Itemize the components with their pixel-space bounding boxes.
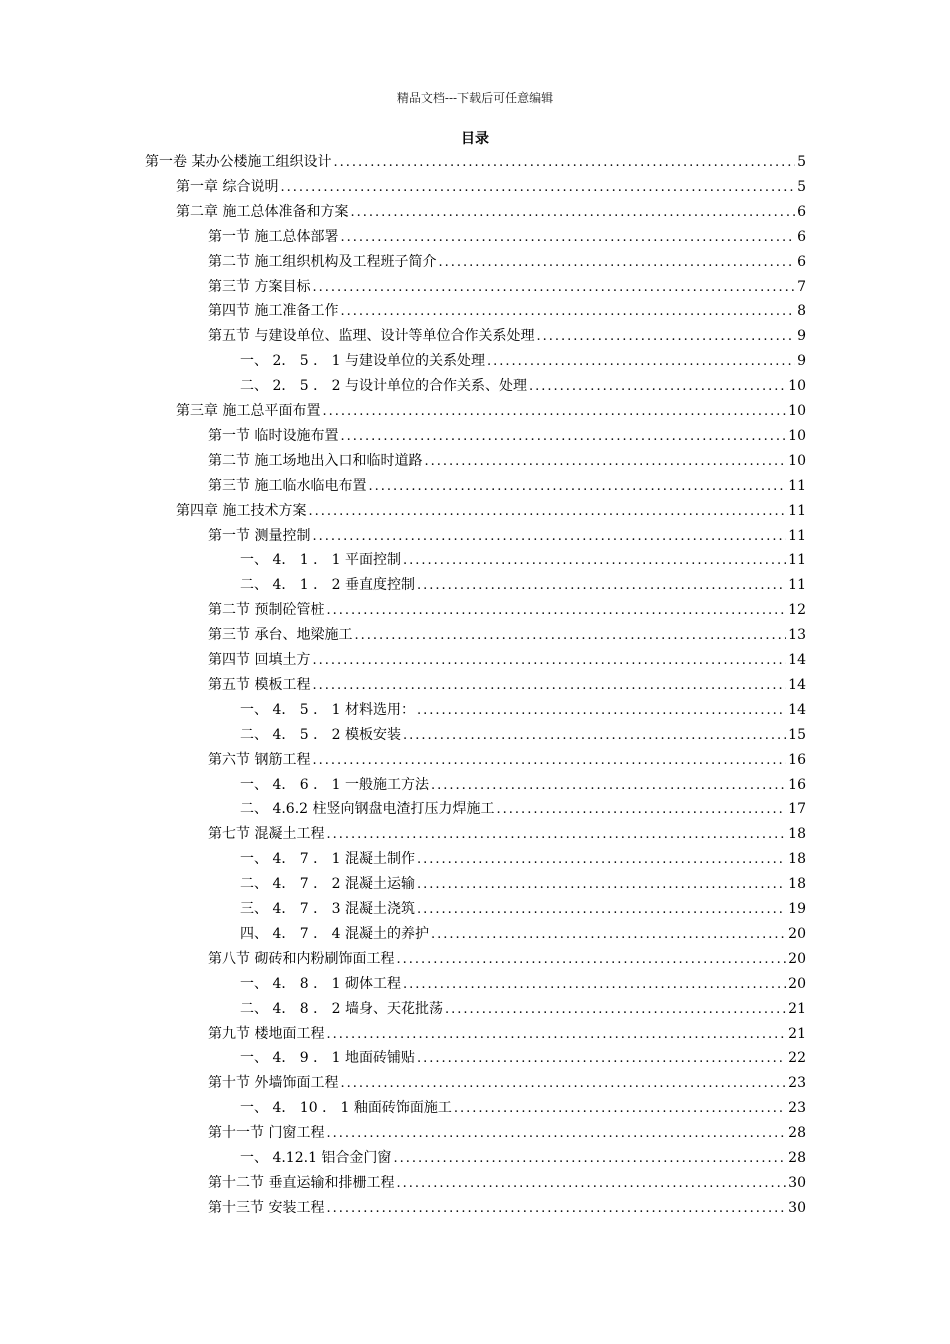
toc-entry-label: 第二节 施工组织机构及工程班子简介 xyxy=(208,253,437,270)
dot-leader xyxy=(396,1172,786,1196)
dot-leader xyxy=(431,774,786,798)
toc-entry-page-number: 10 xyxy=(788,403,806,419)
toc-entry-page-number: 20 xyxy=(788,975,806,992)
toc-entry-page-number: 10 xyxy=(788,378,806,395)
toc-entry-page-number: 18 xyxy=(788,876,806,893)
toc-entry-page-number: 14 xyxy=(788,652,806,668)
toc-entry-label: 第十三节 安装工程 xyxy=(208,1199,325,1216)
toc-entry-page-number: 11 xyxy=(788,527,806,544)
toc-entry[interactable] xyxy=(208,324,806,348)
dot-leader xyxy=(326,599,786,623)
dot-leader xyxy=(424,450,786,474)
dot-leader xyxy=(333,151,795,175)
toc-entry-page-number: 14 xyxy=(788,676,806,693)
dot-leader xyxy=(438,251,795,275)
toc-entry[interactable] xyxy=(240,548,806,572)
toc-entry-page-number: 6 xyxy=(797,203,806,220)
toc-entry[interactable] xyxy=(240,997,806,1021)
toc-entry-label: 第三节 承台、地梁施工 xyxy=(208,627,353,644)
toc-entry-label: 第五节 模板工程 xyxy=(208,676,311,693)
toc-entry-label: 一、 4.12.1 铝合金门窗 xyxy=(240,1150,392,1166)
toc-entry[interactable] xyxy=(208,524,806,548)
dot-leader xyxy=(354,624,786,648)
toc-entry[interactable] xyxy=(208,250,806,274)
toc-entry-page-number: 7 xyxy=(797,278,806,295)
toc-entry-label: 第七节 混凝土工程 xyxy=(208,826,325,843)
toc-entry-label: 第一节 测量控制 xyxy=(208,527,311,544)
toc-entry[interactable] xyxy=(208,947,806,971)
toc-entry[interactable] xyxy=(240,872,806,896)
toc-entry-page-number: 9 xyxy=(797,353,806,370)
dot-leader xyxy=(487,350,795,374)
toc-entry-page-number: 18 xyxy=(788,851,806,868)
toc-entry[interactable] xyxy=(208,275,806,299)
dot-leader xyxy=(403,973,786,997)
toc-entry[interactable] xyxy=(208,1022,806,1046)
toc-entry-label: 第六节 钢筋工程 xyxy=(208,751,311,768)
dot-leader xyxy=(312,674,786,698)
toc-entry[interactable] xyxy=(240,698,806,722)
toc-entry-page-number: 23 xyxy=(788,1100,806,1117)
dot-leader xyxy=(417,574,786,598)
toc-entry[interactable] xyxy=(240,797,806,821)
toc-entry-label: 一、 4． 1 ． 1 平面控制 xyxy=(240,552,401,569)
toc-entry-page-number: 30 xyxy=(788,1174,806,1191)
toc-entry-page-number: 11 xyxy=(788,577,806,594)
toc-entry[interactable] xyxy=(208,648,806,672)
toc-entry[interactable] xyxy=(208,673,806,697)
toc-entry-label: 四、 4． 7 ． 4 混凝土的养护 xyxy=(240,925,429,942)
dot-leader xyxy=(340,300,795,324)
toc-entry-label: 一、 4． 5 ． 1 材料选用： xyxy=(240,701,415,718)
toc-entry-page-number: 13 xyxy=(788,627,806,644)
toc-entry[interactable] xyxy=(208,623,806,647)
toc-entry[interactable] xyxy=(176,399,806,423)
toc-entry-label: 第十一节 门窗工程 xyxy=(208,1125,325,1142)
toc-entry-label: 第二节 预制砼管桩 xyxy=(208,602,325,619)
toc-entry-label: 三、 4． 7 ． 3 混凝土浇筑 xyxy=(240,901,415,917)
toc-entry[interactable] xyxy=(208,1071,806,1095)
dot-leader xyxy=(536,325,795,349)
toc-entry-page-number: 10 xyxy=(788,452,806,469)
toc-entry-page-number: 28 xyxy=(788,1150,806,1166)
toc-entry[interactable] xyxy=(208,1196,806,1220)
toc-entry-page-number: 5 xyxy=(797,178,806,195)
dot-leader xyxy=(340,425,786,449)
dot-leader xyxy=(417,848,786,872)
dot-leader xyxy=(417,1047,786,1071)
dot-leader xyxy=(403,724,786,748)
toc-entry-page-number: 6 xyxy=(797,253,806,270)
toc-entry-page-number: 20 xyxy=(788,950,806,967)
toc-entry-page-number: 30 xyxy=(788,1199,806,1216)
toc-entry-label: 一、 2． 5 ． 1 与建设单位的关系处理 xyxy=(240,353,485,370)
toc-entry-label: 二、 4． 5 ． 2 模板安装 xyxy=(240,726,401,743)
toc-entry-page-number: 11 xyxy=(788,502,806,519)
toc-entry[interactable] xyxy=(240,723,806,747)
dot-leader xyxy=(326,1122,786,1146)
toc-entry-page-number: 8 xyxy=(797,303,806,320)
toc-entry-page-number: 14 xyxy=(788,701,806,718)
toc-entry[interactable] xyxy=(240,773,806,797)
toc-entry[interactable] xyxy=(240,847,806,871)
toc-entry[interactable] xyxy=(176,175,806,199)
toc-entry-label: 第三节 施工临水临电布置 xyxy=(208,477,367,494)
toc-entry[interactable] xyxy=(240,374,806,398)
toc-entry[interactable] xyxy=(240,1146,806,1170)
toc-entry-page-number: 23 xyxy=(788,1075,806,1092)
toc-entry-label: 第一节 临时设施布置 xyxy=(208,427,339,444)
page-header: 精品文档---下载后可任意编辑 xyxy=(396,91,554,105)
toc-entry[interactable] xyxy=(240,1096,806,1120)
toc-entry-label: 第三节 方案目标 xyxy=(208,278,311,295)
toc-entry-label: 一、 4． 6 ． 1 一般施工方法 xyxy=(240,776,429,793)
dot-leader xyxy=(312,749,786,773)
toc-entry-page-number: 17 xyxy=(788,801,806,818)
toc-entry[interactable] xyxy=(240,972,806,996)
toc-entry[interactable] xyxy=(208,449,806,473)
toc-entry-label: 二、 2． 5 ． 2 与设计单位的合作关系、处理 xyxy=(240,378,527,395)
toc-entry-label: 二、 4.6.2 柱竖向钢盘电渣打压力焊施工 xyxy=(240,801,495,818)
toc-entry[interactable] xyxy=(240,897,806,921)
toc-entry-page-number: 6 xyxy=(797,228,806,245)
toc-entry[interactable] xyxy=(176,200,806,224)
toc-entry-label: 第一卷 某办公楼施工组织设计 xyxy=(145,154,332,170)
toc-entry-page-number: 16 xyxy=(788,776,806,793)
dot-leader xyxy=(280,176,795,200)
dot-leader xyxy=(326,1197,786,1221)
toc-entry-page-number: 22 xyxy=(788,1050,806,1067)
toc-entry-label: 二、 4． 8 ． 2 墙身、天花批荡 xyxy=(240,1000,443,1017)
toc-entry-label: 第五节 与建设单位、监理、设计等单位合作关系处理 xyxy=(208,328,535,345)
toc-entry-page-number: 5 xyxy=(797,154,806,170)
toc-entry-page-number: 18 xyxy=(788,826,806,843)
dot-leader xyxy=(340,226,795,250)
toc-entry-label: 二、 4． 1 ． 2 垂直度控制 xyxy=(240,577,415,594)
toc-entry-label: 第四章 施工技术方案 xyxy=(176,502,307,519)
toc-entry[interactable] xyxy=(208,1121,806,1145)
toc-entry-label: 第二节 施工场地出入口和临时道路 xyxy=(208,452,423,469)
toc-entry[interactable] xyxy=(240,922,806,946)
dot-leader xyxy=(417,873,786,897)
toc-entry-page-number: 16 xyxy=(788,751,806,768)
toc-entry[interactable] xyxy=(176,499,806,523)
toc-entry[interactable] xyxy=(145,150,806,174)
toc-entry[interactable] xyxy=(240,1046,806,1070)
toc-entry-label: 一、 4． 8 ． 1 砌体工程 xyxy=(240,975,401,992)
toc-entry[interactable] xyxy=(208,748,806,772)
dot-leader xyxy=(340,1072,786,1096)
toc-entry-page-number: 21 xyxy=(788,1025,806,1042)
toc-entry[interactable] xyxy=(208,1171,806,1195)
dot-leader xyxy=(393,1147,786,1171)
toc-entry-label: 一、 4． 10 ． 1 釉面砖饰面施工 xyxy=(240,1100,452,1117)
toc-entry-label: 第一章 综合说明 xyxy=(176,178,279,195)
toc-entry[interactable] xyxy=(208,598,806,622)
toc-entry[interactable] xyxy=(208,225,806,249)
dot-leader xyxy=(326,823,786,847)
dot-leader xyxy=(322,400,786,424)
toc-entry-page-number: 15 xyxy=(788,726,806,743)
toc-entry-page-number: 11 xyxy=(788,477,806,494)
toc-entry[interactable] xyxy=(208,822,806,846)
toc-entry-label: 一、 4． 9 ． 1 地面砖铺贴 xyxy=(240,1050,415,1067)
toc-entry[interactable] xyxy=(208,299,806,323)
dot-leader xyxy=(396,948,786,972)
dot-leader xyxy=(445,998,786,1022)
toc-entry-page-number: 10 xyxy=(788,427,806,444)
toc-entry-page-number: 9 xyxy=(797,328,806,345)
dot-leader xyxy=(417,898,786,922)
toc-entry-label: 第九节 楼地面工程 xyxy=(208,1025,325,1042)
toc-entry-label: 第四节 施工准备工作 xyxy=(208,303,339,320)
dot-leader xyxy=(529,375,786,399)
toc-entry[interactable] xyxy=(240,573,806,597)
dot-leader xyxy=(308,500,786,524)
toc-entry-label: 第一节 施工总体部署 xyxy=(208,228,339,245)
toc-entry-label: 第十节 外墙饰面工程 xyxy=(208,1075,339,1092)
toc-entry[interactable] xyxy=(208,424,806,448)
toc-entry-page-number: 21 xyxy=(788,1000,806,1017)
toc-entry-page-number: 19 xyxy=(788,901,806,917)
toc-entry-page-number: 11 xyxy=(788,552,806,569)
dot-leader xyxy=(312,276,795,300)
toc-entry-label: 第八节 砌砖和内粉刷饰面工程 xyxy=(208,950,395,967)
toc-entry-label: 第二章 施工总体准备和方案 xyxy=(176,203,349,220)
toc-entry-page-number: 12 xyxy=(788,602,806,619)
toc-entry-label: 第三章 施工总平面布置 xyxy=(176,403,321,419)
dot-leader xyxy=(312,525,786,549)
dot-leader xyxy=(454,1097,786,1121)
dot-leader xyxy=(417,699,786,723)
toc-entry-page-number: 28 xyxy=(788,1125,806,1142)
dot-leader xyxy=(326,1023,786,1047)
toc-entry-label: 一、 4． 7 ． 1 混凝土制作 xyxy=(240,851,415,868)
toc-entry-label: 第十二节 垂直运输和排栅工程 xyxy=(208,1174,395,1191)
dot-leader xyxy=(312,649,786,673)
dot-leader xyxy=(431,923,786,947)
toc-entry[interactable] xyxy=(208,474,806,498)
dot-leader xyxy=(350,201,795,225)
toc-entry-page-number: 20 xyxy=(788,925,806,942)
toc-entry-label: 第四节 回填土方 xyxy=(208,652,311,668)
toc-entry-label: 二、 4． 7 ． 2 混凝土运输 xyxy=(240,876,415,893)
dot-leader xyxy=(368,475,786,499)
dot-leader xyxy=(497,798,787,822)
dot-leader xyxy=(403,549,786,573)
toc-entry[interactable] xyxy=(240,349,806,373)
toc-title: 目录 xyxy=(461,131,489,147)
